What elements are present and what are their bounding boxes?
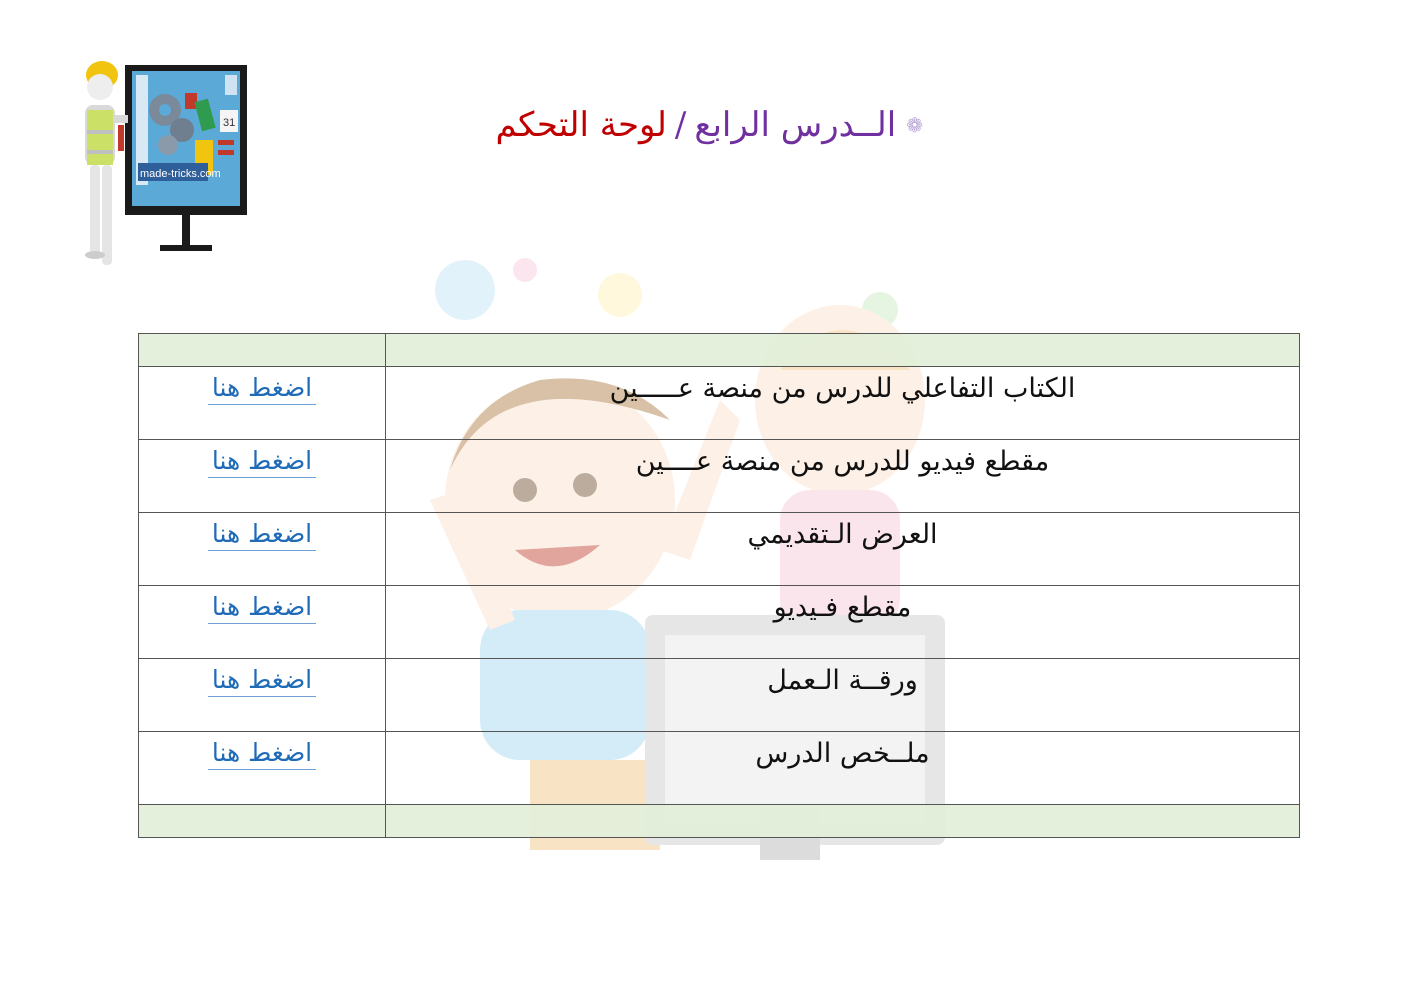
click-here-link[interactable]: اضغط هنا <box>208 373 316 405</box>
table-row <box>139 659 1300 732</box>
title-lesson: الــدرس الرابع <box>694 105 897 145</box>
resource-label: الكتاب التفاعلي للدرس من منصة عـــــين <box>386 367 1300 440</box>
title-topic: لوحة التحكم <box>495 105 667 145</box>
worker-with-monitor-icon <box>70 55 260 275</box>
table-footer-band <box>139 805 1300 838</box>
resource-label: العرض الـتقديمي <box>386 513 1300 586</box>
resource-label: مقطع فيديو للدرس من منصة عــــين <box>386 440 1300 513</box>
resource-label: مقطع فـيديو <box>386 586 1300 659</box>
click-here-link[interactable]: اضغط هنا <box>208 738 316 770</box>
resource-label: ورقــة الـعمل <box>386 659 1300 732</box>
table-row <box>139 732 1300 805</box>
click-here-link[interactable]: اضغط هنا <box>208 519 316 551</box>
resources-table <box>138 333 1300 838</box>
click-here-link[interactable]: اضغط هنا <box>208 592 316 624</box>
calendar-number: 31 <box>223 117 236 129</box>
table-row <box>139 440 1300 513</box>
page-title <box>495 105 923 145</box>
table-row <box>139 586 1300 659</box>
screen-url-text: made-tricks.com <box>140 168 221 180</box>
click-here-link[interactable]: اضغط هنا <box>208 665 316 697</box>
title-separator: / <box>674 105 687 145</box>
flower-bullet-icon: ❁ <box>906 113 923 137</box>
table-row <box>139 513 1300 586</box>
table-header-band <box>139 334 1300 367</box>
click-here-link[interactable]: اضغط هنا <box>208 446 316 478</box>
resource-label: ملــخص الدرس <box>386 732 1300 805</box>
table-row <box>139 367 1300 440</box>
